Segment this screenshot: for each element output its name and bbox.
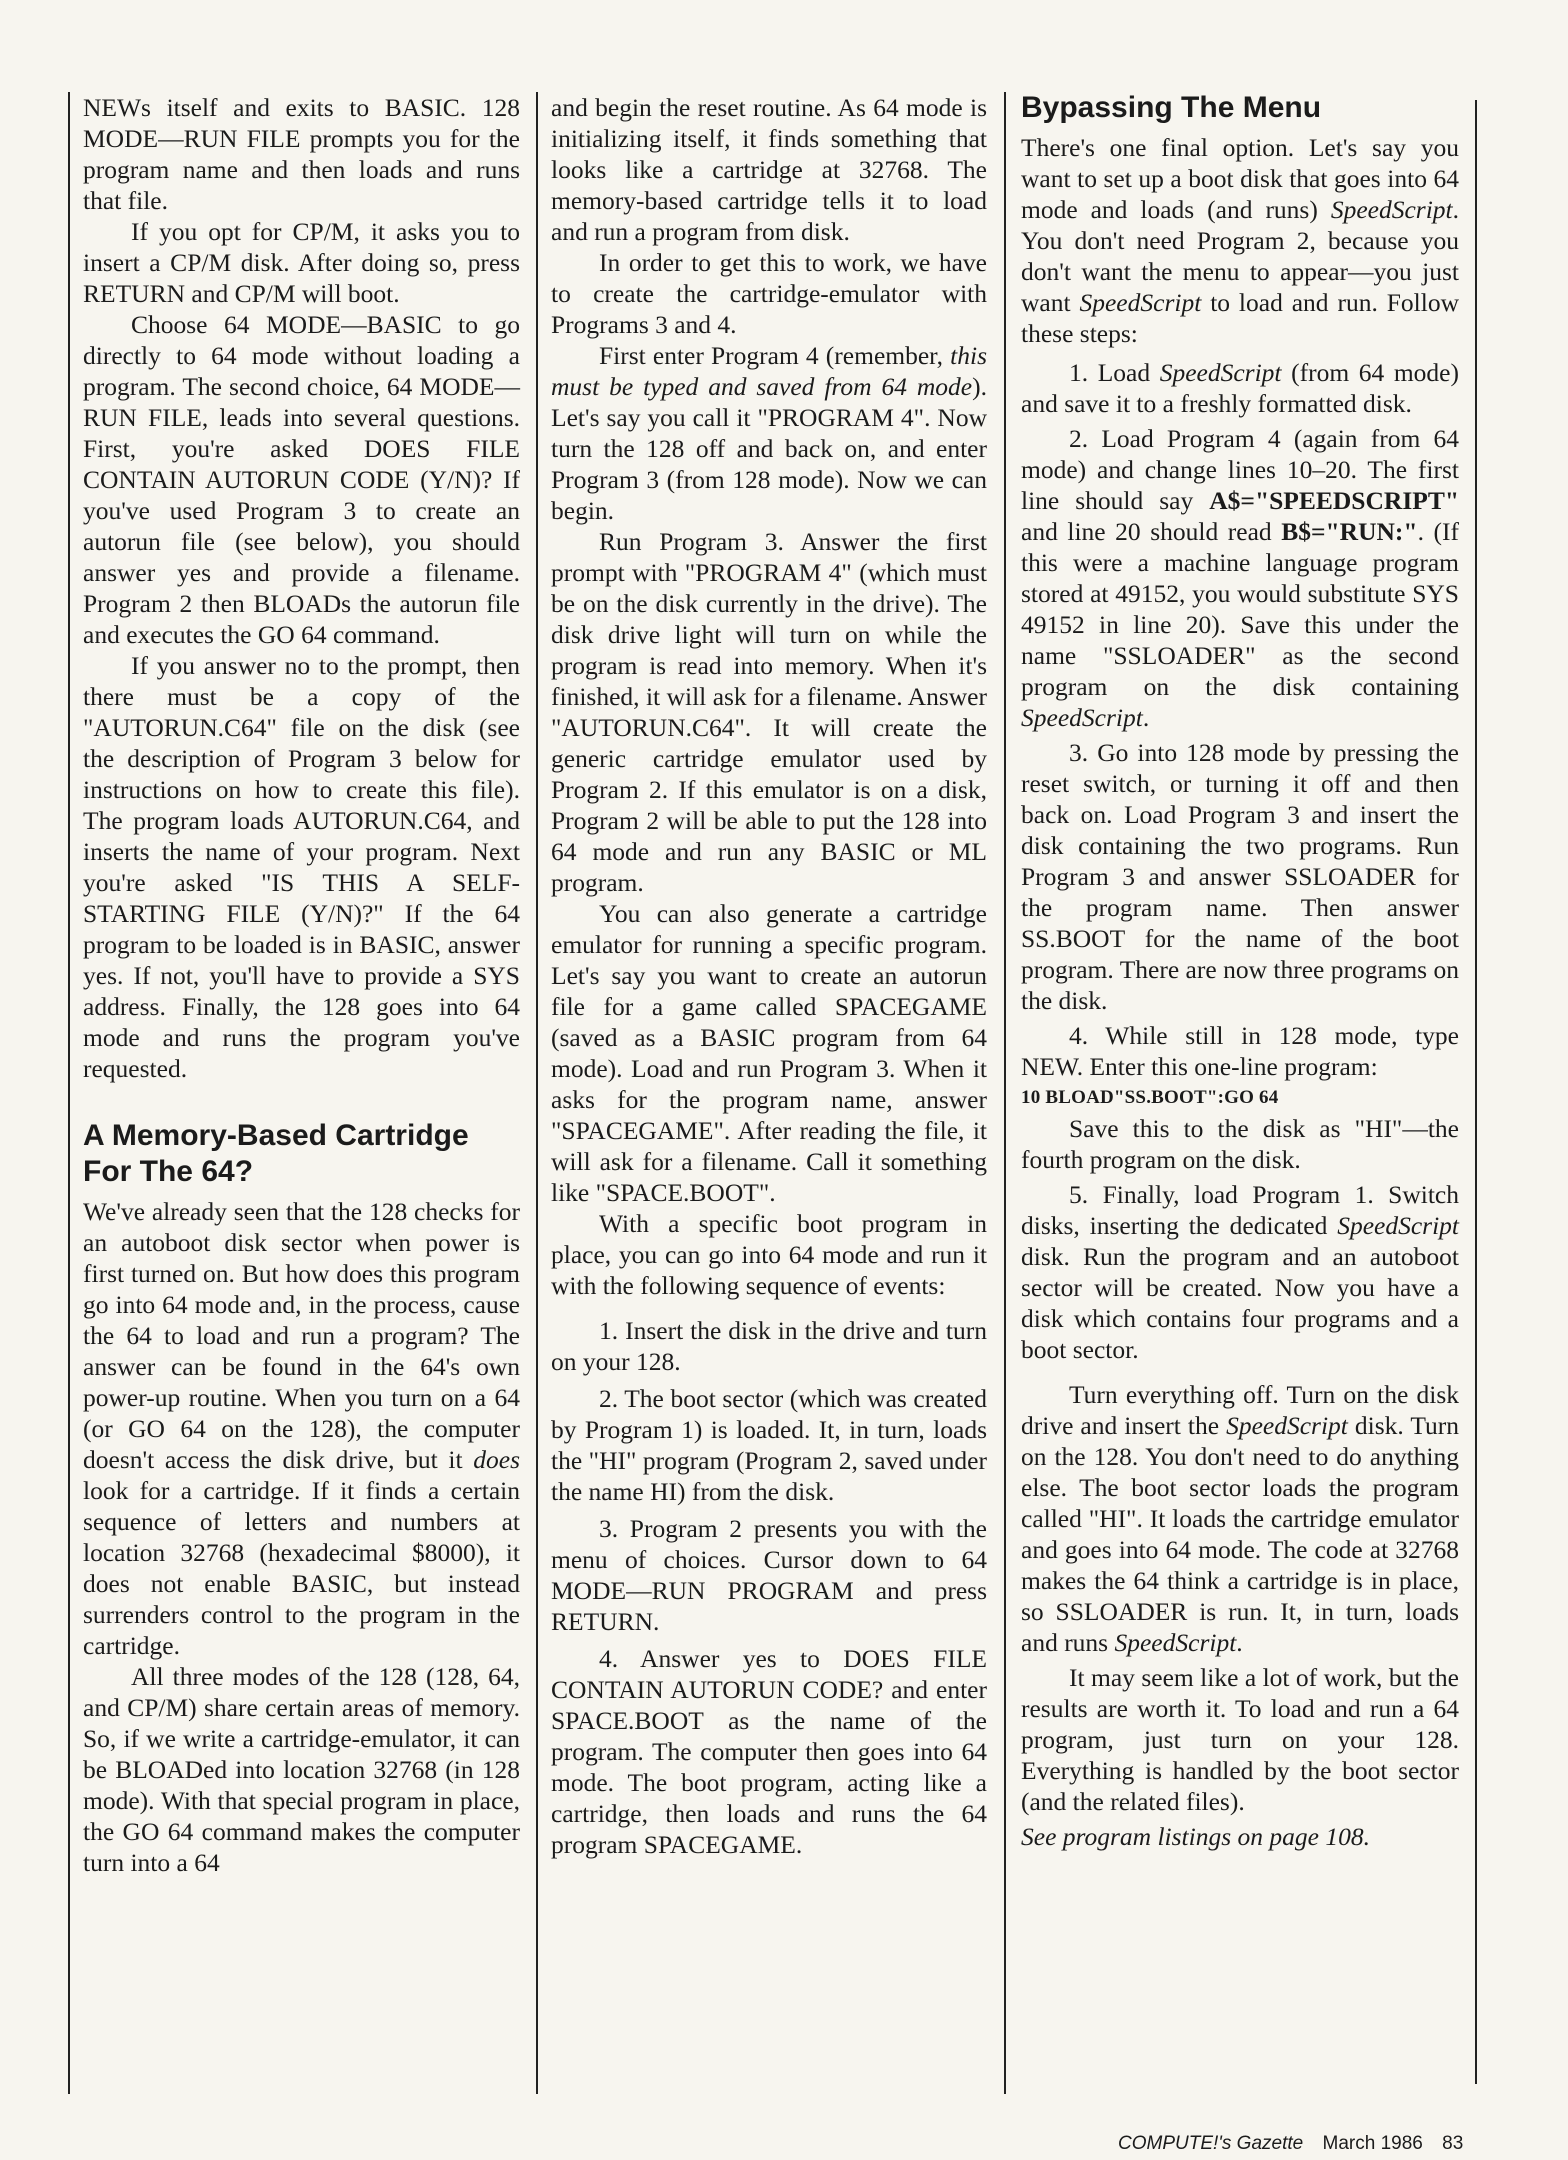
col3-step1-part-b: (from 64 mode) and save it to a freshly formatted disk. xyxy=(1021,358,1459,418)
col3-p1-part-c: to load and run. Follow these steps: xyxy=(1021,288,1459,348)
col3-p1-emphasis-1: SpeedScript xyxy=(1330,195,1453,224)
page-number: 83 xyxy=(1442,2133,1464,2154)
col3-p1-part-a: There's one final option. Let's say you want to set up a boot disk that goes into 64 mode and loads (and runs) xyxy=(1021,133,1459,224)
col3-step-5 xyxy=(1021,1179,1459,1365)
col3-step5-emphasis: SpeedScript xyxy=(1337,1211,1459,1240)
column-divider-2 xyxy=(1004,92,1006,2094)
col1-p5-part-b: look for a cartridge. If it finds a certain sequence of letters and numbers at location 32768 (hexadecimal $8000), it does not enable BASIC, but instead surrenders control to the program in the cartridge. xyxy=(83,1476,520,1660)
column-2 xyxy=(551,92,987,1860)
col1-paragraph-6: All three modes of the 128 (128, 64, and CP/M) share certain areas of memory. So, if we write a cartridge-emulator, it can be BLOADed into location 32768 (in 128 mode). With that special program in place, the GO 64 command makes the computer turn into a 64 xyxy=(83,1662,520,1877)
col3-step-3: 3. Go into 128 mode by pressing the reset switch, or turning it off and then back on. Load Program 3 and insert the disk containing the two programs. Run Program 3 and answer SSLOADER for the program name. Then answer SS.BOOT for the name of the boot program. There are now three programs on the disk. xyxy=(1021,738,1459,1015)
col2-paragraph-4: Run Program 3. Answer the first prompt with "PROGRAM 4" (which must be on the disk currently in the drive). The disk drive light will turn on while the program is read into memory. When it's finished, it will ask for a filename. Answer "AUTORUN.C64". It will create the generic cartridge emulator used by Program 2. If this emulator is on a disk, Program 2 will be able to put the 128 into 64 mode and run any BASIC or ML program. xyxy=(551,527,987,897)
col3-p8-part-a: Turn everything off. Turn on the disk drive and insert the xyxy=(1021,1380,1459,1440)
col3-step2-emphasis: SpeedScript xyxy=(1021,703,1143,732)
col1-p5-part-a: We've already seen that the 128 checks for an autoboot disk sector when power is first turned on. But how does this program go into 64 mode and, in the process, cause the 64 to load and run a program? The answer can be found in the 64's own power-up routine. When you turn on a 64 (or GO 64 on the 128), the computer doesn't access the disk drive, but it xyxy=(83,1197,520,1474)
col2-p3-part-a: First enter Program 4 (remember, xyxy=(599,341,951,370)
left-margin-rule xyxy=(68,92,70,2094)
col3-step5-part-a: 5. Finally, load Program 1. Switch disks, inserting the dedicated xyxy=(1021,1180,1459,1240)
col3-step5-part-b: disk. Run the program and an autoboot sector will be created. Now you have a disk which contains four programs and a boot sector. xyxy=(1021,1242,1459,1364)
section-heading-cartridge: A Memory-Based Cartridge For The 64? xyxy=(83,1119,469,1188)
column-divider-1 xyxy=(536,92,538,2094)
col3-paragraph-turn-off xyxy=(1021,1379,1459,1658)
col3-p1-part-b: . You don't need Program 2, because you don't want the menu to appear—you just want xyxy=(1021,195,1459,317)
col3-step2-code-1: A$="SPEEDSCRIPT" xyxy=(1209,486,1459,515)
col3-paragraph-conclusion: It may seem like a lot of work, but the results are worth it. To load and run a 64 program, just turn on your 128. Everything is handled by the boot sector (and the related files). xyxy=(1021,1663,1459,1816)
col2-paragraph-5: You can also generate a cartridge emulator for running a specific program. Let's say you want to create an autorun file for a game called SPACEGAME (saved as a BASIC program from 64 mode). Load and run Program 3. When it asks for the program name, answer "SPACEGAME". After reading the file, it will ask for a filename. Call it something like "SPACE.BOOT". xyxy=(551,899,987,1207)
column-3 xyxy=(1021,92,1459,1852)
col1-paragraph-5 xyxy=(83,1196,520,1661)
col3-step2-part-a: 2. Load Program 4 (again from 64 mode) and change lines 10–20. The first line should say xyxy=(1021,424,1459,515)
page-footer xyxy=(1118,2133,1477,2155)
issue-date: March 1986 xyxy=(1322,2133,1423,2154)
column-1 xyxy=(83,92,520,1878)
col3-p8-emphasis-1: SpeedScript xyxy=(1226,1411,1348,1440)
col2-paragraph-2: In order to get this to work, we have to create the cartridge-emulator with Programs 3 and 4. xyxy=(551,248,987,339)
col2-step-4: 4. Answer yes to DOES FILE CONTAIN AUTORUN CODE? and enter SPACE.BOOT as the name of the program. The computer then goes into 64 mode. The boot program, acting like a cartridge, then loads and runs the 64 program SPACEGAME. xyxy=(551,1644,987,1859)
col3-step-2 xyxy=(1021,423,1459,733)
col2-p3-part-b: ). Let's say you call it "PROGRAM 4". Now turn the 128 off and back on, and enter Program 3 (from 128 mode). Now we can begin. xyxy=(551,372,987,525)
col1-paragraph-1: NEWs itself and exits to BASIC. 128 MODE—RUN FILE prompts you for the program name and then loads and runs that file. xyxy=(83,93,520,215)
col3-step2-code-2: B$="RUN:" xyxy=(1281,517,1418,546)
col1-paragraph-4: If you answer no to the prompt, then there must be a copy of the "AUTORUN.C64" file on the disk (see the description of Program 3 below for instructions on how to create this file). The program loads AUTORUN.C64, and inserts the name of your program. Next you're asked "IS THIS A SELF-STARTING FILE (Y/N)?" If the 64 program to be loaded is in BASIC, answer yes. If not, you'll have to provide a SYS address. Finally, the 128 goes into 64 mode and runs the program you've requested. xyxy=(83,651,520,1083)
col3-p8-part-c: . xyxy=(1236,1628,1243,1657)
col2-step-1: 1. Insert the disk in the drive and turn on your 128. xyxy=(551,1316,987,1376)
col1-paragraph-2: If you opt for CP/M, it asks you to insert a CP/M disk. After doing so, press RETURN and CP/M will boot. xyxy=(83,217,520,308)
col2-p3-emphasis: this must be typed and saved from 64 mode xyxy=(551,341,987,401)
right-margin-rule xyxy=(1475,100,1477,2084)
col3-code-line: 10 BLOAD"SS.BOOT":GO 64 xyxy=(1021,1087,1279,1108)
col2-paragraph-6: With a specific boot program in place, you can go into 64 mode and run it with the following sequence of events: xyxy=(551,1209,987,1300)
col3-paragraph-1 xyxy=(1021,132,1459,349)
col3-step1-emphasis: SpeedScript xyxy=(1159,358,1282,387)
col3-step2-part-c: . (If this were a machine language program stored at 49152, you would substitute SYS 49152 in line 20). Save this under the name "SSLOADER" as the second program on the disk containing xyxy=(1021,517,1459,701)
col3-step-1 xyxy=(1021,357,1459,419)
col3-step2-part-d: . xyxy=(1142,703,1150,732)
col3-p1-emphasis-2: SpeedScript xyxy=(1079,288,1202,317)
magazine-name: COMPUTE!'s Gazette xyxy=(1118,2133,1304,2154)
col1-paragraph-3: Choose 64 MODE—BASIC to go directly to 64 mode without loading a program. The second choice, 64 MODE—RUN FILE, leads into several questions. First, you're asked DOES FILE CONTAIN AUTORUN CODE (Y/N)? If you've used Program 3 to create an autorun file (see below), you should answer yes and provide a filename. Program 2 then BLOADs the autorun file and executes the GO 64 command. xyxy=(83,310,520,649)
col2-paragraph-3 xyxy=(551,340,987,526)
col2-step-2: 2. The boot sector (which was created by Program 1) is loaded. It, in turn, loads the "HI" program (Program 2, saved under the name HI) from the disk. xyxy=(551,1384,987,1506)
section-heading-bypassing: Bypassing The Menu xyxy=(1021,91,1322,124)
col3-step2-part-b: and line 20 should read xyxy=(1021,517,1282,546)
col2-paragraph-1: and begin the reset routine. As 64 mode is initializing itself, it finds something that looks like a cartridge at 32768. The memory-based cartridge tells it to load and run a program from disk. xyxy=(551,93,987,246)
col3-step-4: 4. While still in 128 mode, type NEW. Enter this one-line program: xyxy=(1021,1021,1459,1081)
program-listings-reference: See program listings on page 108. xyxy=(1021,1822,1370,1851)
col3-p8-emphasis-2: SpeedScript xyxy=(1114,1628,1237,1657)
col3-step1-part-a: 1. Load xyxy=(1069,358,1160,387)
col3-p8-part-b: disk. Turn on the 128. You don't need to do anything else. The boot sector loads the program called "HI". It loads the cartridge emulator and goes into 64 mode. The code at 32768 makes the 64 think a cartridge is in place, so SSLOADER is run. It, in turn, loads and runs xyxy=(1021,1411,1459,1657)
col1-p5-emphasis: does xyxy=(473,1445,520,1474)
col3-paragraph-hi: Save this to the disk as "HI"—the fourth program on the disk. xyxy=(1021,1114,1459,1174)
col2-step-3: 3. Program 2 presents you with the menu of choices. Cursor down to 64 MODE—RUN PROGRAM and press RETURN. xyxy=(551,1514,987,1636)
